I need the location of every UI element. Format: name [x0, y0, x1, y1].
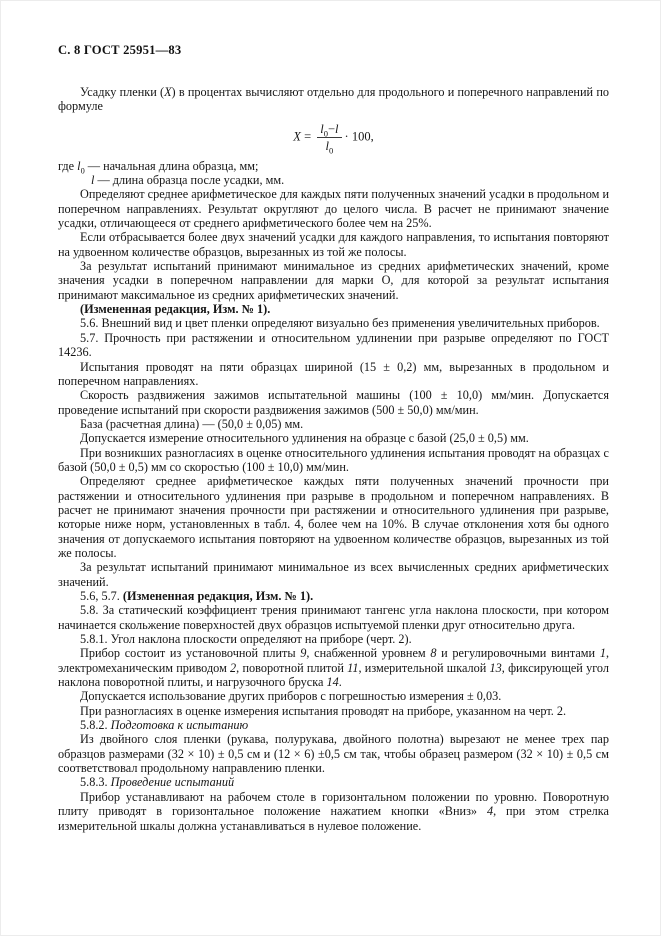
intro-paragraphs: [58, 85, 609, 114]
paragraph: 5.6, 5.7. (Измененная редакция, Изм. № 1).: [80, 589, 314, 603]
paragraph: Скорость раздвижения зажимов испытательной машины (100 ± 10,0) мм/мин. Допускается проведение испытаний при скорости раздвижения зажимов (500 ± 50,0) мм/мин.: [58, 388, 609, 417]
paragraph: 5.8.3. Проведение испытаний: [80, 775, 235, 790]
formula-num-sub: 0: [323, 128, 328, 139]
formula-factor: · 100,: [344, 129, 374, 144]
paragraph: 5.6. Внешний вид и цвет пленки определяют визуально без применения увеличительных приборов.: [80, 316, 600, 331]
paragraph: При разногласиях в оценке измерения испытания проводят на приборе, указанном на черт. 2.: [80, 703, 567, 718]
paragraph: За результат испытаний принимают минимальное из всех вычисленных средних арифметических значений.: [58, 560, 609, 589]
paragraph: При возникших разногласиях в оценке относительного удлинения испытания проводят на образцах с базой (50,0 ± 0,5) мм со скоростью (100 ± 10,0) мм/мин.: [58, 445, 609, 474]
paragraph: 5.8. За статический коэффициент трения принимают тангенс угла наклона плоскости, при котором начинается скольжение поверхностей двух образцов испытуемой пленки друг относительно друга.: [58, 603, 609, 632]
document-content: [58, 43, 609, 833]
body-paragraphs: [58, 159, 609, 833]
paragraph: 5.7. Прочность при растяжении и относительном удлинении при разрыве определяют по ГОСТ 14236.: [58, 330, 609, 360]
paragraph: где $l_0$ — начальная длина образца, мм;: [58, 158, 259, 176]
formula-variable: X: [293, 129, 301, 144]
page-header: С. 8 ГОСТ 25951—83: [58, 43, 182, 57]
formula-equals: =: [300, 129, 315, 144]
paragraph: 5.8.1. Угол наклона плоскости определяют на приборе (черт. 2).: [80, 632, 412, 647]
paragraph: Определяют среднее арифметическое для каждых пяти полученных значений усадки в продольном и поперечном направлениях. Результат округляют до целого числа. В расчет не принимают значение усадки, отличающееся от среднего арифметического более чем на 25%.: [58, 187, 609, 231]
formula-minus: −: [327, 121, 336, 136]
formula-fraction: [317, 121, 341, 156]
shrinkage-formula: [58, 114, 609, 159]
formula-denominator: [317, 138, 341, 156]
paragraph: Из двойного слоя пленки (рукава, полурукава, двойного полотна) вырезают не менее трех пар образцов размерами (32 × 10) ± 0,5 см и (12 × 6) ±0,5 см так, чтобы образец размером (32 × 10) ± 0,5 см соответствовал продольному направлению пленки.: [58, 732, 609, 776]
paragraph: За результат испытаний принимают минимальное из средних арифметических значений, кроме значения усадки в поперечном направлении для марки О, для которой за результат испытания принимают максимальное из средних арифметических значений.: [58, 259, 609, 302]
formula-num-l0: l: [320, 121, 324, 136]
paragraph: Испытания проводят на пяти образцах шириной (15 ± 0,2) мм, вырезанных в продольном и поперечном направлениях.: [58, 359, 609, 388]
paragraph: (Измененная редакция, Изм. № 1).: [80, 302, 271, 317]
formula-den-l: l: [325, 138, 329, 153]
formula-num-l: l: [335, 121, 339, 136]
formula-den-sub: 0: [329, 145, 334, 156]
paragraph: База (расчетная длина) — (50,0 ± 0,05) мм.: [80, 416, 304, 431]
formula-numerator: [317, 122, 341, 138]
paragraph: Прибор состоит из установочной плиты 9, снабженной уровнем 8 и регулировочными винтами 1, электромеханическим приводом 2, поворотной плитой 11, измерительной шкалой 13, фиксирующей угол наклона поворотной плиты, и нагрузочного бруска 14.: [58, 646, 609, 690]
paragraph: Допускается использование других приборов с погрешностью измерения ± 0,03.: [80, 689, 502, 704]
paragraph: Допускается измерение относительного удлинения на образце с базой (25,0 ± 0,5) мм.: [80, 431, 529, 446]
paragraph: Усадку пленки (X) в процентах вычисляют отдельно для продольного и поперечного направлений по формуле: [58, 85, 610, 114]
paragraph: 5.8.2. Подготовка к испытанию: [80, 718, 249, 733]
paragraph: l — длина образца после усадки, мм.: [91, 173, 285, 188]
paragraph: Прибор устанавливают на рабочем столе в горизонтальном положении по уровню. Поворотную плиту приводят в горизонтальное положение нажатием кнопки «Вниз» 4, при этом стрелка измерительной шкалы должна устанавливаться в нулевое положение.: [58, 789, 609, 833]
paragraph: Если отбрасывается более двух значений усадки для каждого направления, то испытания повторяют на удвоенном количестве образцов, вырезанных из той же полосы.: [58, 230, 609, 259]
paragraph: Определяют среднее арифметическое каждых пяти полученных значений прочности при растяжении и относительного удлинения при разрыве в продольном и поперечном направлениях. В расчет не принимают значения прочности при растяжении и относительного удлинения при разрыве, которые ниже норм, установленных в табл. 4, более чем на 10%. В случае отклонения хотя бы одного значения от допускаемого испытания повторяют на удвоенном количестве образцов, вырезанных из той же полосы.: [58, 474, 609, 560]
